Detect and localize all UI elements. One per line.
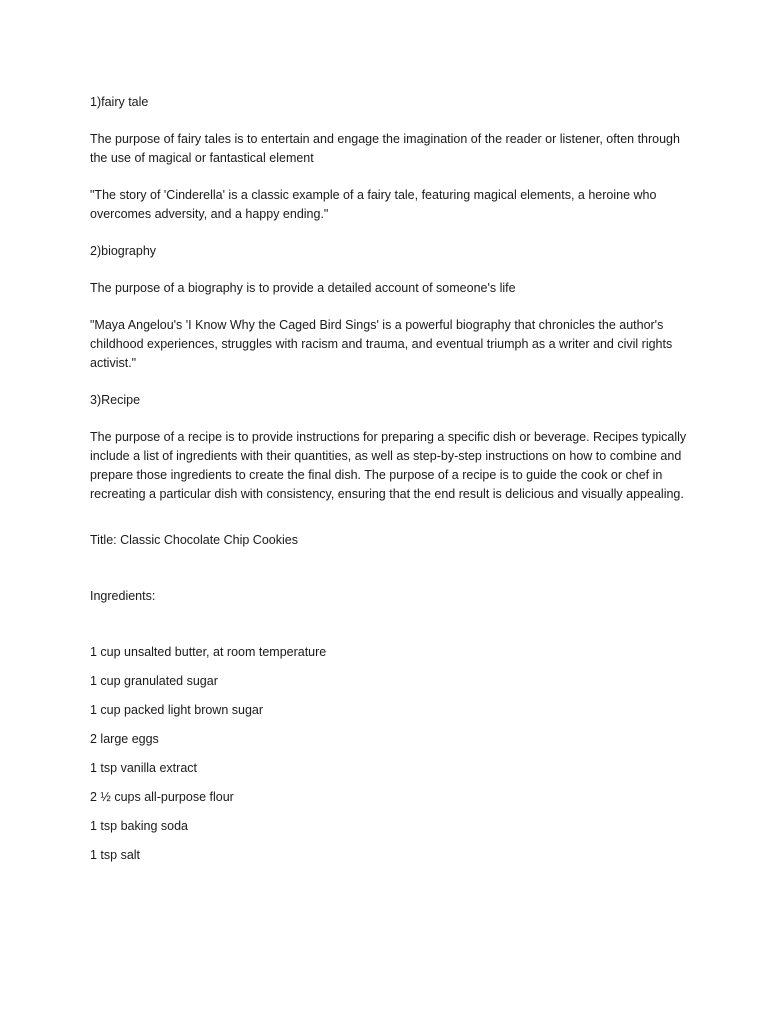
section-heading-biography: 2)biography	[90, 244, 157, 258]
ingredient-item: 1 cup unsalted butter, at room temperature	[90, 645, 327, 659]
ingredient-item: 2 ½ cups all-purpose flour	[90, 790, 234, 804]
ingredient-item: 1 tsp baking soda	[90, 819, 188, 833]
document-page	[90, 93, 690, 865]
biography-example: "Maya Angelou's 'I Know Why the Caged Bird Sings' is a powerful biography that chronicles the author's childhood experiences, struggles with racism and trauma, and eventual triumph as a writer and civil rights activist."	[90, 318, 673, 370]
ingredient-item: 1 cup packed light brown sugar	[90, 703, 264, 717]
section-heading-fairy-tale: 1)fairy tale	[90, 95, 149, 109]
ingredient-item: 2 large eggs	[90, 732, 159, 746]
recipe-purpose: The purpose of a recipe is to provide instructions for preparing a specific dish or beverage. Recipes typically include a list of ingredients with their quantities, as well as step-by-step instructions on how to combine and prepare those ingredients to create the final dish. The purpose of a recipe is to guide the cook or chef in recreating a particular dish with consistency, ensuring that the end result is delicious and visually appealing.	[90, 430, 687, 501]
biography-purpose: The purpose of a biography is to provide a detailed account of someone's life	[90, 281, 516, 295]
section-heading-recipe: 3)Recipe	[90, 393, 141, 407]
ingredient-item: 1 tsp vanilla extract	[90, 761, 197, 775]
recipe-title: Title: Classic Chocolate Chip Cookies	[90, 533, 298, 547]
ingredient-item: 1 cup granulated sugar	[90, 674, 218, 688]
ingredients-heading: Ingredients:	[90, 589, 156, 603]
fairy-tale-example: "The story of 'Cinderella' is a classic example of a fairy tale, featuring magical elements, a heroine who overcomes adversity, and a happy ending."	[90, 188, 657, 221]
fairy-tale-purpose: The purpose of fairy tales is to entertain and engage the imagination of the reader or listener, often through the use of magical or fantastical element	[90, 132, 680, 165]
ingredient-item: 1 tsp salt	[90, 848, 141, 862]
ingredients-list	[90, 643, 690, 865]
